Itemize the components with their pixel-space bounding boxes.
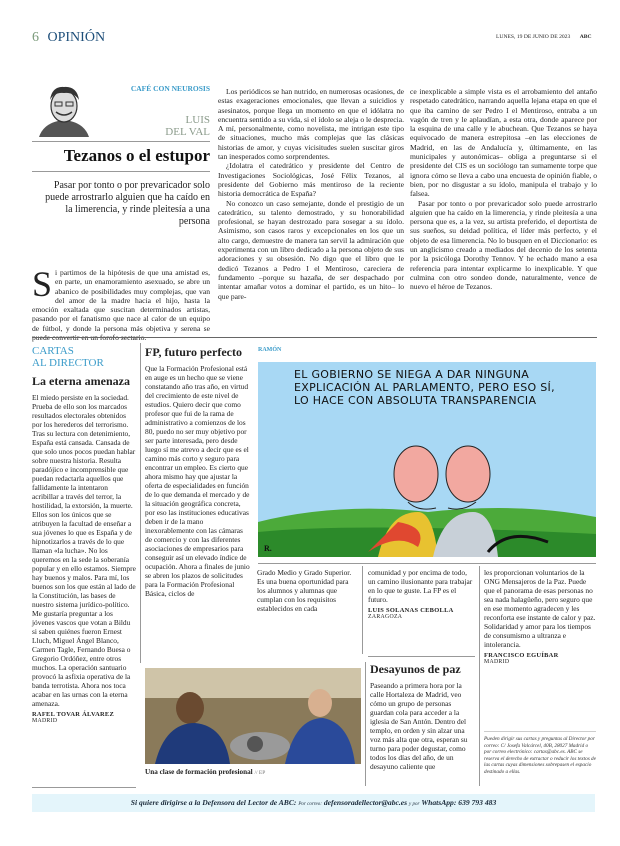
letter-author: RAFEL TOVAR ÁLVAREZ — [32, 711, 115, 718]
article-column-3: ce inexplicable a simple vista es el arrobamiento del antaño respetado catedrático, narrando aquella lejana etapa en que el que iba camino de ser Pedro I el Mentiroso, entraba a un vagón de tren y le aplaudían, a esta otra, donde aparece por la esquina de una calle y le abuchean. Que Tezanos se haya equivocado de manera estrepitosa –en las elecciones de Madrid, en las de Andalucía y, últimamente, en las municipales y autonómicas– obliga a preguntarse si el presidente del CIS es un sociólogo tan sumamente torpe que ignora cómo se lleva a cabo una encuesta de opinión fiable, o bien, por no disgustar a su ídolo, manipula el trabajo y lo falsea. Pasar por tonto o por prevaricador solo puede arrostrarlo alguien que ha caído en la limerencia, y rinde pleitesía a una persona que es, a la vez, su artista preferido, el deportista de sus sueños, su deidad política, el líder más perfecto, y el objeto de esa limerencia. No lo busquen en el Diccionario: es un anglicismo creado a mediados del decenio de los setenta por la psicóloga Dorothy Tennov. Y he echado mano a esa referencia para intentar explicarme lo inexplicable. Y que culmina con otro sondeo donde, naturalmente, vence de nuevo el héroe de Tezanos. — [410, 87, 597, 292]
article-deck: Pasar por tonto o por prevaricador solo puede arrostrarlo alguien que ha caído en la limerencia, y rinde pleitesía a una persona — [45, 180, 210, 227]
author-last-name: DEL VAL — [165, 126, 210, 138]
letters-notice: Pueden dirigir sus cartas y preguntas al Director por correo: C/ Josefa Valcárcel, 40B, 28027 Madrid o por correo electrónico: cartas@abc.es. ABC se reserva el derecho de extractar o reducir los textos de las cartas cuyas dimensiones sobrepasen el espacio destinado a ellas. — [484, 736, 596, 775]
page-number: 6 — [32, 30, 39, 45]
letter-title: FP, futuro perfecto — [145, 345, 242, 359]
page-header — [32, 30, 105, 46]
letters-section-title: CARTAS AL DIRECTOR — [32, 345, 104, 369]
letter-title: Desayunos de paz — [370, 662, 461, 676]
article-column-2: Los periódicos se han nutrido, en numerosas ocasiones, de estas exageraciones emocionales, que llevan a suicidios y asesinatos, porque llega un momento en que el idólatra no encuentra sentido a su vida, si el ídolo se aleja o le desprecia. A mí, personalmente, como novelista, me intrigan este tipo de situaciones, mucho más complejas que las clásicas historias de amor, y cuyas vicisitudes suelen suscitar giros tan inesperados como sorprendentes. ¿Idolatra el catedrático y presidente del Centro de Investigaciones Sociológicas, José Félix Tezanos, al presidente del Gobierno más mentiroso de la reciente historia democrática de España? No conozco un caso semejante, donde el prestigio de un catedrático, su talento demostrado, y su honorabilidad profesional, se hayan destrozado para sosegar a su ídolo. Asimismo, son casos raros y excepcionales en los que un alto cargo, demuestre de manera tan servil la admiración que experimenta con un libro dedicado a la persona objeto de sus adoraciones y su obsesión. No digo que el libro que le dedicó Tezanos a Pedro I el Mentiroso, careciera de fundamento –porque su hazaña, de ser despachado por intentar amañar votos a dominar el partido, es un hito– lo que pare- — [218, 87, 404, 301]
photo-vocational-class — [145, 668, 361, 764]
cartoonist-name: RAMÓN — [258, 347, 282, 353]
ombudsman-whatsapp: WhatsApp: 639 793 483 — [421, 798, 497, 807]
author-portrait — [34, 82, 94, 137]
cartoon — [258, 362, 596, 557]
letter-author: LUIS SOLANAS CEBOLLA — [368, 607, 454, 614]
drop-cap: S — [32, 264, 53, 304]
article-title: Tezanos o el estupor — [63, 146, 210, 165]
reader-ombudsman-banner: Si quiere dirigirse a la Defensora del Lector de ABC: Por correo: defensoradellector@abc.es y por WhatsApp: 639 793 483 — [32, 794, 595, 812]
letter-title: La eterna amenaza — [32, 374, 130, 388]
cartoon-caption: EL GOBIERNO SE NIEGA A DAR NINGUNA EXPLICACIÓN AL PARLAMENTO, PERO ESO SÍ, LO HACE CON ABSOLUTA TRANSPARENCIA — [294, 368, 555, 407]
photo-caption: Una clase de formación profesional — [145, 768, 253, 776]
section-title: OPINIÓN — [47, 30, 106, 45]
dateline: LUNES, 19 DE JUNIO DE 2023 ABC — [496, 34, 592, 40]
ombudsman-email-link[interactable]: defensoradellector@abc.es — [323, 798, 408, 807]
cartoon-signature: R. — [264, 544, 272, 553]
brand: ABC — [579, 34, 592, 40]
column-series: CAFÉ CON NEUROSIS — [130, 84, 210, 93]
article-intro: Si partimos de la hipótesis de que una amistad es, en parte, un enamoramiento asexuado, se abre un abanico de posibilidades muy complejas, que van del amor de la madre hacia el hijo, hasta la emoción exaltada que suscitan determinados artistas, pasando por el fanatismo que nace al calor de un equipo de fútbol, y donde la persona más objetiva y serena se — [32, 264, 210, 333]
letter-author: FRANCISCO EGUÍBAR — [484, 652, 559, 659]
author-first-name: LUIS — [185, 114, 210, 126]
